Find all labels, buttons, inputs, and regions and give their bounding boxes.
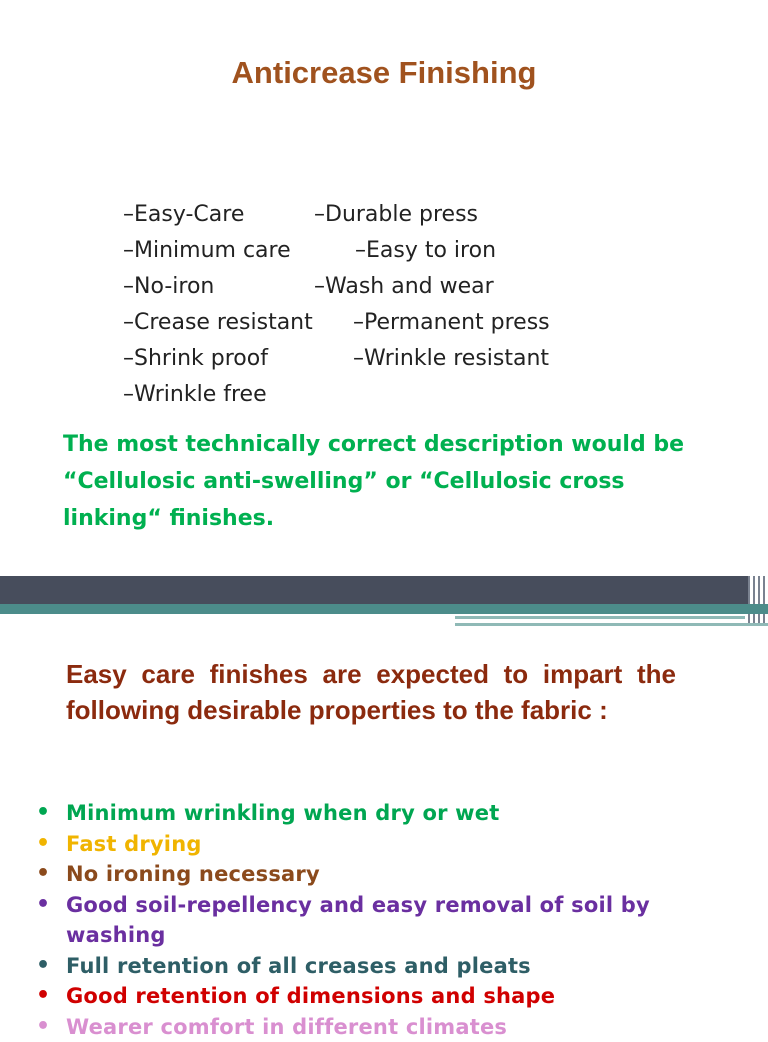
bullet-icon: • bbox=[36, 1012, 50, 1042]
term-item: –Wrinkle resistant bbox=[353, 341, 549, 377]
intro-text: Easy care finishes are expected to impart the following desirable properties to the fabric : bbox=[66, 656, 676, 728]
property-text: Good retention of dimensions and shape bbox=[66, 984, 555, 1008]
list-item bbox=[36, 798, 686, 829]
bullet-icon: • bbox=[36, 859, 50, 890]
header-accent-band bbox=[0, 604, 768, 614]
property-text: Full retention of all creases and pleats bbox=[66, 954, 531, 978]
list-item bbox=[36, 829, 686, 860]
term-item: –Minimum care bbox=[123, 233, 291, 269]
property-text: Fast drying bbox=[66, 832, 202, 856]
term-item: –Crease resistant bbox=[123, 305, 313, 341]
technical-note: The most technically correct description would be “Cellulosic anti-swelling” or “Cellulosic cross linking“ finishes. bbox=[63, 426, 703, 537]
list-item bbox=[36, 951, 686, 982]
bullet-icon: • bbox=[36, 981, 50, 1012]
term-item: –Easy to iron bbox=[355, 233, 496, 269]
header-stripe bbox=[763, 576, 765, 626]
header-stripe bbox=[758, 576, 760, 626]
slide-easy-care bbox=[0, 576, 768, 1024]
header-stripe bbox=[748, 576, 750, 626]
list-item bbox=[36, 981, 686, 1012]
slide-title: Anticrease Finishing bbox=[0, 55, 768, 91]
term-item: –Wash and wear bbox=[314, 269, 494, 305]
term-item: –Durable press bbox=[314, 197, 478, 233]
term-item: –Permanent press bbox=[353, 305, 550, 341]
list-item bbox=[36, 890, 686, 951]
property-text: No ironing necessary bbox=[66, 862, 320, 886]
bullet-icon: • bbox=[36, 829, 50, 860]
list-item bbox=[36, 1012, 686, 1042]
header-stripe bbox=[753, 576, 755, 626]
term-item: –Shrink proof bbox=[123, 341, 268, 377]
property-text: Wearer comfort in different climates bbox=[66, 1015, 507, 1039]
bullet-icon: • bbox=[36, 798, 50, 829]
term-item: –Easy-Care bbox=[123, 197, 244, 233]
property-text: Minimum wrinkling when dry or wet bbox=[66, 801, 499, 825]
term-item: –No-iron bbox=[123, 269, 214, 305]
bullet-icon: • bbox=[36, 890, 50, 921]
bullet-icon: • bbox=[36, 951, 50, 982]
property-list bbox=[36, 798, 686, 1042]
list-item bbox=[36, 859, 686, 890]
header-accent-line bbox=[455, 616, 745, 619]
term-item: –Wrinkle free bbox=[123, 377, 267, 413]
header-band bbox=[0, 576, 748, 604]
property-text: Good soil-repellency and easy removal of soil by washing bbox=[66, 893, 650, 948]
header-accent-line bbox=[455, 623, 768, 626]
